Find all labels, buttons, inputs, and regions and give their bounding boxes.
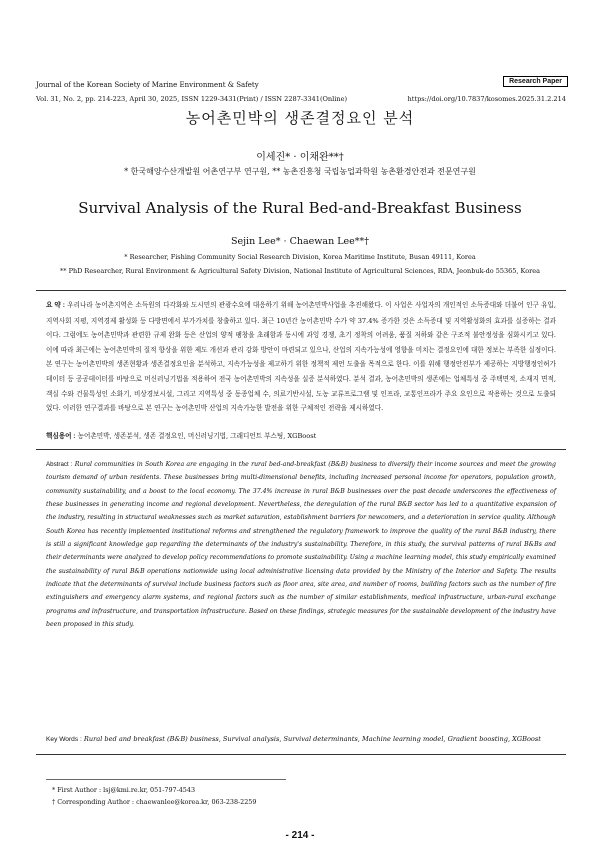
abstract-korean-text: 우리나라 농어촌지역은 소득원의 다각화와 도시민의 관광수요에 대응하기 위해 농어촌민박사업을 추진해왔다. 이 사업은 사업자의 개인적인 소득증대와 더불어 인구 유입, 지역사회 지평, 지역경제 활성화 등 다방면에서 부가가치를 창출하고 있다. 최근 10년간 농어촌민박 수가 약 37.4% 증가한 것은 소득증대 및 지역활성화의 효과를 실증하는 결과이다. 그럼에도 농어촌민박과 관련한 규제 완화 등은 산업의 양적 팽창을 초래함과 동시에 과잉 경쟁, 초기 정착의 어려움, 품질 저하와 같은 구조적 불안정성을 심화시키고 있다. 이에 따라 최근에는 농어촌민박의 질적 향상을 위한 제도 개선과 관리 강화 방안이 마련되고 있으나, 산업의 지속가능성에 영향을 미치는 결정요인에 대한 정보는 부족한 실정이다. 본 연구는 농어촌민박의 생존현황과 생존결정요인을 분석하고, 지속가능성을 제고하기 위한 정책적 제언 도출을 목적으로 한다. 이를 위해 행정안전부가 제공하는 지방행정인허가 데이터 등 공공데이터를 바탕으로 머신러닝기법을 적용하여 전국 농어촌민박의 지속성을 실증 분석하였다. 분석 결과, 농어촌민박의 생존에는 업체특성 중 주택면적, 소재지 면적, 객실 수와 건물특성인 소화기, 비상경보시설, 그리고 지역특성 중 동종업체 수, 의료기반시설, 도농 교류프로그램 및 인프라, 교통인프라가 주요 요인으로 작용하는 것으로 도출되었다. 이러한 연구결과를 바탕으로 본 연구는 농어촌민박 산업의 지속가능한 발전을 위한 구체적인 전략을 제시하였다. [46, 301, 556, 413]
abstract-english-label: Abstract : [46, 461, 73, 468]
affiliation-english-1: * Researcher, Fishing Community Social Research Division, Korea Maritime Institute, Busan 49111, Korea [124, 253, 476, 261]
keywords-korean-label: 핵심용어 : [46, 433, 76, 440]
keywords-korean-text: 농어촌민박, 생존분석, 생존 결정요인, 머신러닝기법, 그래디언트 부스팅, XGBoost [77, 432, 317, 440]
page-number: - 214 - [285, 830, 315, 841]
journal-name: Journal of the Korean Society of Marine Environment & Safety [36, 81, 259, 89]
research-paper-badge: Research Paper [503, 76, 568, 87]
abstract-english [46, 458, 556, 631]
keywords-english-label: Key Words : [46, 736, 82, 743]
abstract-korean-label: 요 약 : [46, 302, 65, 309]
volume-line [36, 95, 566, 103]
abstract-korean [46, 298, 556, 416]
footnote-divider [46, 779, 286, 780]
authors-korean: 이세진* · 이채완**† [256, 152, 344, 163]
keywords-english-text: Rural bed and breakfast (B&B) business, Survival analysis, Survival determinants, Machine learning model, Gradient boosting, XGBoost [83, 735, 541, 743]
volume-info: Vol. 31, No. 2, pp. 214-223, April 30, 2025, ISSN 1229-3431(Print) / ISSN 2287-3341(Online) [36, 95, 348, 103]
keywords-english [46, 735, 556, 743]
authors-english: Sejin Lee* · Chaewan Lee**† [230, 236, 370, 247]
divider-bottom [36, 754, 566, 755]
divider-middle [36, 449, 566, 450]
divider-top [36, 290, 566, 291]
abstract-english-text: Rural communities in South Korea are engaging in the rural bed-and-breakfast (B&B) business to diversify their income sources and meet the growing tourism demand of urban residents. These businesses bring multi-dimensional benefits, including increased personal income for operators, population growth, community sustainability, and a boost to the local economy. The 37.4% increase in rural B&B businesses over the past decade underscores the effectiveness of these businesses in generating income and regional development. Nevertheless, the deregulation of the rural B&B sector has led to a quantitative expansion of the industry, resulting in structural weaknesses such as market saturation, establishment barriers for newcomers, and a deterioration in service quality. Although South Korea has recently implemented institutional reforms and strengthened the regulatory framework to improve the quality of the rural B&B industry, there is still a significant knowledge gap regarding the determinants of the industry's sustainability. Therefore, in this study, the survival patterns of rural B&Bs and their determinants were analyzed to develop policy recommendations to promote sustainability. Using a machine learning model, this study empirically examined the sustainability of rural B&B operations nationwide using local administrative licensing data provided by the Ministry of the Interior and Safety. The results indicate that the determinants of survival include business factors such as floor area, site area, and number of rooms, building factors such as the number of fire extinguishers and emergency alarm systems, and regional factors such as the number of similar establishments, medical infrastructure, urban-rural exchange programs and infrastructure, and transportation infrastructure. Based on these findings, strategic measures for the sustainable development of the industry have been proposed in this study. [46, 461, 556, 629]
title-english: Survival Analysis of the Rural Bed-and-Breakfast Business [78, 199, 522, 217]
footnote-corresponding-author: † Corresponding Author : chaewanlee@korea.kr, 063-238-2259 [52, 798, 257, 806]
doi-link[interactable]: https://doi.org/10.7837/kosomes.2025.31.2.214 [407, 95, 566, 103]
title-korean: 농어촌민박의 생존결정요인 분석 [185, 109, 415, 127]
keywords-korean [46, 430, 556, 440]
footnote-first-author: * First Author : lsj@kmi.re.kr, 051-797-4543 [52, 786, 196, 794]
affiliation-korean: * 한국해양수산개발원 어촌연구부 연구원, ** 농촌진흥청 국립농업과학원 농촌환경안전과 전문연구원 [124, 167, 476, 176]
affiliation-english-2: ** PhD Researcher, Rural Environment & Agricultural Safety Division, National Institute of Agricultural Sciences, RDA, Jeonbuk-do 55365, Korea [60, 267, 540, 275]
